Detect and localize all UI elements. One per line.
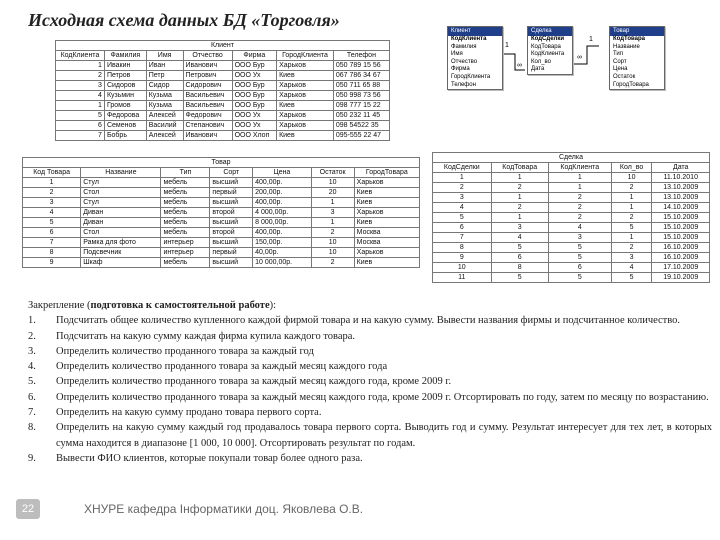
table-row [23,198,420,208]
task-number: 3. [28,345,36,357]
goods-cell: первый [210,188,253,198]
deal-cell: 11 [433,273,492,283]
deal-cell: 14.10.2009 [652,203,710,213]
client-cell: 050 711 65 88 [333,81,389,91]
deal-cell: 13.10.2009 [652,183,710,193]
client-cell: Киев [277,131,334,141]
deal-cell: 11.10.2010 [652,173,710,183]
client-cell: ООО Бур [232,101,277,111]
goods-cell: 400,00р. [253,228,311,238]
client-cell: Киев [277,71,334,81]
goods-cell: высший [210,218,253,228]
table-row [433,223,710,233]
task-number: 8. [28,422,36,434]
goods-cell: Подсвечник [81,248,161,258]
page-number-badge: 22 [16,499,40,519]
entity-field: КодТовара [531,43,561,50]
entity-title: Товар [610,27,664,36]
deal-cell: 1 [491,213,548,223]
goods-cell: высший [210,238,253,248]
tasks-block [28,298,712,466]
goods-cell: Киев [354,258,419,268]
task-number: 9. [28,452,36,464]
goods-cell: мебель [161,198,210,208]
rel-one-goods: 1 [589,36,593,43]
goods-cell: 10 [311,178,354,188]
client-cell: Степанович [183,121,232,131]
deal-cell: 10 [433,263,492,273]
rel-many-goods: ∞ [577,54,582,61]
task-item [28,420,712,451]
client-cell: Иван [146,61,183,71]
slide-title: Исходная схема данных БД «Торговля» [28,10,340,30]
goods-cell: Харьков [354,178,419,188]
deal-table [432,152,710,283]
entity-field: Остаток [613,73,636,80]
client-cell: Киев [277,101,334,111]
deal-cell: 5 [548,253,611,263]
client-cell: 1 [56,101,105,111]
table-row [433,183,710,193]
entity-field: КодТовара [613,36,645,42]
goods-cell: Харьков [354,208,419,218]
entity-field: ГородТовара [613,81,649,88]
goods-cell: Шкаф [81,258,161,268]
deal-cell: 2 [611,183,652,193]
deal-cell: 6 [548,263,611,273]
deal-column-header: КодСделки [433,163,492,173]
client-cell: Харьков [277,61,334,71]
client-cell: Васильевич [183,101,232,111]
deal-cell: 2 [548,213,611,223]
task-item [28,313,712,328]
entity-field: Цена [613,66,628,73]
deal-cell: 1 [548,183,611,193]
deal-cell: 3 [548,233,611,243]
task-text: Определить количество проданного товара за каждый месяц каждого года [56,361,388,373]
client-cell: 7 [56,131,105,141]
entity-field: Дата [531,66,545,73]
deal-cell: 4 [433,203,492,213]
client-cell: 3 [56,81,105,91]
client-cell: Федорович [183,111,232,121]
deal-cell: 8 [433,243,492,253]
goods-cell: Москва [354,238,419,248]
goods-column-header: Сорт [210,168,253,178]
deal-cell: 16.10.2009 [652,253,710,263]
client-cell: Петрович [183,71,232,81]
goods-cell: мебель [161,258,210,268]
goods-cell: 2 [311,228,354,238]
table-row [56,91,390,101]
deal-cell: 8 [491,263,548,273]
entity-goods[interactable] [609,26,665,90]
goods-cell: Москва [354,228,419,238]
client-cell: Бобрь [104,131,146,141]
client-column-header: Фамилия [104,51,146,61]
deal-cell: 3 [611,253,652,263]
table-row [56,71,390,81]
client-cell: Ивакин [104,61,146,71]
task-item [28,374,712,389]
deal-cell: 19.10.2009 [652,273,710,283]
table-row [23,218,420,228]
goods-cell: 40,00р. [253,248,311,258]
entity-field: Фамилия [451,43,477,50]
deal-column-header: КодКлиента [548,163,611,173]
client-cell: 098 777 15 22 [333,101,389,111]
goods-cell: мебель [161,188,210,198]
tasks-heading [28,298,712,313]
client-cell: Петров [104,71,146,81]
deal-cell: 9 [433,253,492,263]
table-row [433,173,710,183]
deal-cell: 1 [491,193,548,203]
goods-cell: высший [210,178,253,188]
table-row [433,193,710,203]
task-item [28,359,712,374]
deal-column-header: Кол_во [611,163,652,173]
goods-cell: Киев [354,218,419,228]
entity-title: Сделка [528,27,572,36]
task-text: Определить на какую сумму продано товара первого сорта. [56,407,322,419]
entity-field: Название [613,43,640,50]
goods-cell: Стол [81,228,161,238]
client-cell: Кузьма [146,101,183,111]
goods-cell: мебель [161,178,210,188]
deal-cell: 15.10.2009 [652,223,710,233]
client-cell: ООО Ух [232,71,277,81]
task-number: 1. [28,315,36,327]
deal-cell: 17.10.2009 [652,263,710,273]
deal-cell: 4 [548,223,611,233]
goods-cell: Киев [354,188,419,198]
client-column-header: ГородКлиента [277,51,334,61]
deal-column-header: Дата [652,163,710,173]
deal-cell: 5 [548,243,611,253]
client-cell: Сидоров [104,81,146,91]
task-item [28,329,712,344]
goods-cell: 10 000,00р. [253,258,311,268]
task-item [28,405,712,420]
client-cell: ООО Бур [232,91,277,101]
goods-header-row [23,168,420,178]
client-cell: Васильевич [183,91,232,101]
tasks-heading-emphasis: подготовка к самостоятельной работе [90,300,270,311]
deal-cell: 10 [611,173,652,183]
table-row [56,61,390,71]
goods-cell: Диван [81,208,161,218]
task-number: 2. [28,330,36,342]
goods-column-header: Код Товара [23,168,81,178]
client-cell: Харьков [277,81,334,91]
table-row [56,131,390,141]
client-cell: ООО Бур [232,81,277,91]
client-column-header: Отчество [183,51,232,61]
entity-field: Кол_во [531,58,551,65]
task-list [28,313,712,466]
goods-table-caption: Товар [23,158,420,168]
footer-text: ХНУРЕ кафедра Інформатики доц. Яковлева О.В. [84,502,364,516]
goods-cell: 150,00р. [253,238,311,248]
client-cell: 067 786 34 67 [333,71,389,81]
deal-cell: 7 [433,233,492,243]
goods-cell: 400,00р. [253,178,311,188]
task-number: 6. [28,391,36,403]
deal-cell: 1 [491,173,548,183]
deal-cell: 6 [433,223,492,233]
goods-cell: 3 [23,198,81,208]
entity-field: Тип [613,51,624,58]
table-row [23,228,420,238]
deal-cell: 3 [491,223,548,233]
table-row [23,258,420,268]
client-column-header: КодКлиента [56,51,105,61]
entity-field: Сорт [613,58,627,65]
goods-cell: Стул [81,178,161,188]
goods-cell: Рамка для фото [81,238,161,248]
goods-cell: интерьер [161,248,210,258]
goods-cell: 2 [23,188,81,198]
table-row [23,238,420,248]
task-number: 4. [28,361,36,373]
goods-cell: 6 [23,228,81,238]
client-cell: 4 [56,91,105,101]
goods-column-header: Цена [253,168,311,178]
task-number: 7. [28,407,36,419]
task-number: 5. [28,376,36,388]
client-cell: ООО Бур [232,61,277,71]
client-cell: ООО Хлоп [232,131,277,141]
table-row [433,213,710,223]
entity-field: КодКлиента [531,51,565,58]
deal-cell: 1 [433,173,492,183]
deal-cell: 13.10.2009 [652,193,710,203]
goods-cell: 4 [23,208,81,218]
client-cell: Федорова [104,111,146,121]
client-cell: 6 [56,121,105,131]
goods-cell: Харьков [354,248,419,258]
schema-diagram [443,24,709,128]
table-row [56,121,390,131]
client-cell: Громов [104,101,146,111]
client-cell: Кузьма [146,91,183,101]
deal-cell: 2 [611,213,652,223]
task-text: Определить на какую сумму каждый год продавалось товара первого сорта. Выводить год и сумму. Результат интересует для тех лет, в которых сумма находится в диапазоне [1 000, 10 000]. Отсортировать результат по годам. [56,422,712,449]
table-row [433,233,710,243]
client-cell: Харьков [277,111,334,121]
goods-cell: 8 [23,248,81,258]
client-column-header: Телефон [333,51,389,61]
deal-cell: 1 [611,233,652,243]
client-cell: Алексей [146,111,183,121]
table-row [23,188,420,198]
goods-cell: второй [210,228,253,238]
deal-cell: 2 [611,243,652,253]
client-cell: ООО Ух [232,121,277,131]
entity-title: Клиент [448,27,502,36]
table-row [433,273,710,283]
tasks-heading-prefix: Закрепление ( [28,300,91,311]
goods-cell: 3 [311,208,354,218]
table-row [433,263,710,273]
goods-cell: 5 [23,218,81,228]
client-cell: 5 [56,111,105,121]
table-row [56,111,390,121]
deal-cell: 5 [433,213,492,223]
goods-cell: 9 [23,258,81,268]
deal-cell: 6 [491,253,548,263]
deal-cell: 2 [491,203,548,213]
goods-cell: 10 [311,248,354,258]
deal-cell: 5 [611,223,652,233]
goods-cell: 1 [311,218,354,228]
deal-cell: 1 [548,173,611,183]
goods-table [22,157,420,268]
table-row [23,178,420,188]
client-cell: Василий [146,121,183,131]
goods-cell: Киев [354,198,419,208]
task-text: Определить количество проданного товара за каждый месяц каждого года, кроме 2009 г. Отсортировать по году, затем по месяцу по возрастанию. [56,391,709,403]
table-row [23,208,420,218]
deal-cell: 16.10.2009 [652,243,710,253]
deal-cell: 15.10.2009 [652,213,710,223]
goods-cell: 1 [311,198,354,208]
task-item [28,390,712,405]
goods-cell: мебель [161,228,210,238]
entity-field: Отчество [451,58,478,65]
client-cell: 095-555 22 47 [333,131,389,141]
client-cell: Алексей [146,131,183,141]
task-text: Определить количество проданного товара за каждый месяц каждого года, кроме 2009 г. [56,376,452,388]
goods-cell: 2 [311,258,354,268]
goods-cell: 7 [23,238,81,248]
goods-cell: 1 [23,178,81,188]
goods-cell: Диван [81,218,161,228]
task-item [28,344,712,359]
entity-field: КодКлиента [451,36,487,42]
table-row [23,248,420,258]
client-cell: 050 232 11 45 [333,111,389,121]
deal-cell: 15.10.2009 [652,233,710,243]
goods-cell: первый [210,248,253,258]
goods-cell: Стул [81,198,161,208]
goods-cell: второй [210,208,253,218]
client-cell: Харьков [277,91,334,101]
client-cell: Сидорович [183,81,232,91]
deal-cell: 2 [491,183,548,193]
goods-column-header: Остаток [311,168,354,178]
task-text: Определить количество проданного товара за каждый год [56,345,314,357]
rel-one-client: 1 [505,42,509,49]
deal-cell: 5 [491,273,548,283]
goods-cell: 8 000,00р. [253,218,311,228]
deal-cell: 3 [433,193,492,203]
deal-cell: 5 [491,243,548,253]
tasks-heading-suffix: ): [269,300,277,311]
goods-cell: высший [210,198,253,208]
goods-cell: мебель [161,208,210,218]
task-text: Вывести ФИО клиентов, которые покупали товар более одного раза. [56,452,363,464]
entity-deal[interactable] [527,26,573,75]
deal-table-caption: Сделка [433,153,710,163]
client-cell: Иванович [183,131,232,141]
deal-cell: 2 [433,183,492,193]
deal-cell: 4 [491,233,548,243]
deal-cell: 2 [548,193,611,203]
task-item [28,451,712,466]
client-cell: Иванович [183,61,232,71]
deal-cell: 5 [611,273,652,283]
client-column-header: Имя [146,51,183,61]
goods-cell: Стол [81,188,161,198]
goods-cell: 4 000,00р. [253,208,311,218]
client-cell: 050 789 15 56 [333,61,389,71]
client-cell: Кузьмин [104,91,146,101]
rel-many-client: ∞ [517,62,522,69]
task-text: Подсчитать общее количество купленного каждой фирмой товара и на какую сумму. Вывести названия фирмы и подсчитанное количество. [56,315,681,327]
deal-header-row [433,163,710,173]
deal-cell: 5 [548,273,611,283]
entity-client[interactable] [447,26,503,90]
client-cell: 2 [56,71,105,81]
client-cell: Семенов [104,121,146,131]
table-row [433,243,710,253]
client-column-header: Фирма [232,51,277,61]
client-table [55,40,390,141]
client-table-caption: Клиент [56,41,390,51]
deal-cell: 1 [611,203,652,213]
goods-cell: интерьер [161,238,210,248]
deal-cell: 4 [611,263,652,273]
client-cell: ООО Ух [232,111,277,121]
table-row [56,81,390,91]
client-cell: Сидор [146,81,183,91]
deal-column-header: КодТовара [491,163,548,173]
client-cell: 050 998 73 56 [333,91,389,101]
client-cell: 098 54522 35 [333,121,389,131]
client-cell: 1 [56,61,105,71]
goods-cell: 400,00р. [253,198,311,208]
goods-cell: 200,00р. [253,188,311,198]
entity-field: ГородКлиента [451,73,491,80]
entity-field: Имя [451,51,463,58]
goods-cell: высший [210,258,253,268]
goods-cell: 10 [311,238,354,248]
client-cell: Петр [146,71,183,81]
goods-column-header: ГородТовара [354,168,419,178]
client-cell: Харьков [277,121,334,131]
deal-cell: 2 [548,203,611,213]
goods-cell: мебель [161,218,210,228]
goods-cell: 20 [311,188,354,198]
client-header-row [56,51,390,61]
goods-column-header: Тип [161,168,210,178]
deal-cell: 1 [611,193,652,203]
table-row [433,253,710,263]
goods-column-header: Название [81,168,161,178]
entity-field: КодСделки [531,36,565,42]
entity-field: Фирма [451,66,470,73]
task-text: Подсчитать на какую сумму каждая фирма купила каждого товара. [56,330,356,342]
entity-field: Телефон [451,81,476,88]
table-row [433,203,710,213]
table-row [56,101,390,111]
